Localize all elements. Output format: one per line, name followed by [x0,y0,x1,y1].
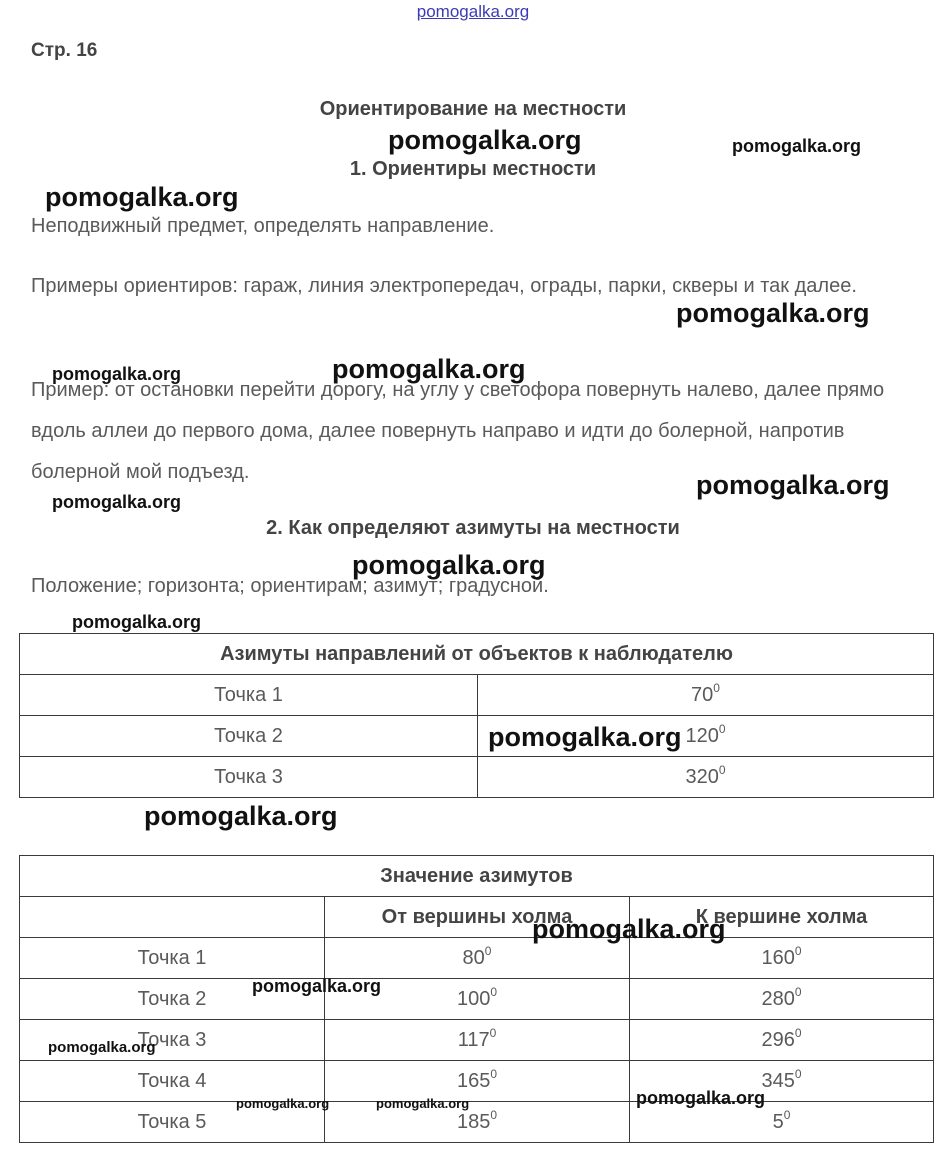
point-cell: Точка 2 [20,979,325,1020]
table-header-row [20,856,934,897]
table-row [20,716,934,757]
watermark: pomogalka.org [388,125,582,155]
table-row [20,938,934,979]
main-heading: Ориентирование на местности [319,98,627,120]
site-link[interactable]: pomogalka.org [416,2,530,21]
table-row [20,1102,934,1143]
point-cell: Точка 4 [20,1061,325,1102]
azimuth-value: 120 [685,724,719,747]
degree-mark: 0 [713,680,720,695]
to-summit-value: 345 [761,1069,795,1092]
point-cell: Точка 1 [20,938,325,979]
degree-mark: 0 [490,984,498,999]
table-row [20,1061,934,1102]
from-summit-cell [325,1061,630,1102]
degree-mark: 0 [718,721,726,736]
watermark: pomogalka.org [144,801,338,831]
azimuth-cell [478,675,934,716]
from-summit-cell [325,979,630,1020]
degree-mark: 0 [484,943,492,958]
section1-paragraph-2: Примеры ориентиров: гараж, линия электропередач, ограды, парки, скверы и так далее. [31,275,857,297]
from-summit-cell [325,938,630,979]
watermark: pomogalka.org [696,470,890,500]
to-summit-value: 5 [772,1110,784,1133]
table-row [20,757,934,798]
degree-mark: 0 [794,984,802,999]
point-cell: Точка 3 [20,757,478,798]
watermark: pomogalka.org [636,1088,766,1108]
watermark: pomogalka.org [72,612,202,632]
section1-paragraph-1: Неподвижный предмет, определять направление. [31,215,495,237]
table-row [20,979,934,1020]
watermark: pomogalka.org [48,1039,156,1056]
column-header-from-summit: От вершины холма [325,897,630,938]
degree-mark: 0 [794,943,802,958]
azimuth-values-table [19,855,934,1143]
azimuth-cell [478,716,934,757]
from-summit-cell [325,1020,630,1061]
section1-title: 1. Ориентиры местности [349,158,597,180]
from-summit-value: 80 [462,946,485,969]
watermark: pomogalka.org [676,298,870,328]
watermark: pomogalka.org [52,364,182,384]
point-cell: Точка 1 [20,675,478,716]
to-summit-value: 296 [761,1028,795,1051]
table-title: Значение азимутов [20,856,934,897]
from-summit-value: 100 [456,987,491,1010]
watermark: pomogalka.org [352,550,546,580]
from-summit-cell [325,1102,630,1143]
section2-paragraph-1: Положение; горизонта; ориентирам; азимут; градусной. [31,575,549,597]
column-header-empty [20,897,325,938]
to-summit-value: 160 [761,946,795,969]
watermark: pomogalka.org [488,722,682,752]
watermark: pomogalka.org [532,914,726,944]
section2-title: 2. Как определяют азимуты на местности [266,517,680,539]
to-summit-cell [630,938,934,979]
to-summit-cell [630,1020,934,1061]
to-summit-value: 280 [761,987,795,1010]
table-row [20,1020,934,1061]
degree-mark: 0 [783,1107,791,1122]
table-column-headers [20,897,934,938]
degree-mark: 0 [718,762,726,777]
table-header-row [20,634,934,675]
column-header-to-summit: К вершине холма [630,897,934,938]
degree-mark: 0 [490,1107,498,1122]
from-summit-value: 165 [456,1069,491,1092]
watermark: pomogalka.org [732,136,862,156]
degree-mark: 0 [489,1025,497,1040]
azimuth-cell [478,757,934,798]
page-number: Стр. 16 [31,40,98,61]
watermark: pomogalka.org [332,354,526,384]
azimuths-to-observer-table [19,633,934,798]
from-summit-value: 117 [457,1028,490,1051]
to-summit-cell [630,979,934,1020]
watermark: pomogalka.org [52,492,182,512]
watermark: pomogalka.org [252,976,382,996]
from-summit-value: 185 [456,1110,491,1133]
point-cell: Точка 3 [20,1020,325,1061]
degree-mark: 0 [794,1025,802,1040]
point-cell: Точка 2 [20,716,478,757]
watermark: pomogalka.org [376,1096,470,1111]
to-summit-cell [630,1061,934,1102]
section1-paragraph-3: Пример: от остановки перейти дорогу, на углу у светофора повернуть налево, далее прямо вдоль аллеи до первого дома, далее повернуть направо и идти до болерной, напротив болерной мой подъезд. [31,379,885,483]
degree-mark: 0 [794,1066,802,1081]
to-summit-cell [630,1102,934,1143]
watermark: pomogalka.org [236,1096,330,1111]
watermark: pomogalka.org [45,182,239,212]
point-cell: Точка 5 [20,1102,325,1143]
table-title: Азимуты направлений от объектов к наблюдателю [20,634,934,675]
table-row [20,675,934,716]
degree-mark: 0 [490,1066,498,1081]
azimuth-value: 320 [685,765,719,788]
azimuth-value: 70 [691,683,714,706]
